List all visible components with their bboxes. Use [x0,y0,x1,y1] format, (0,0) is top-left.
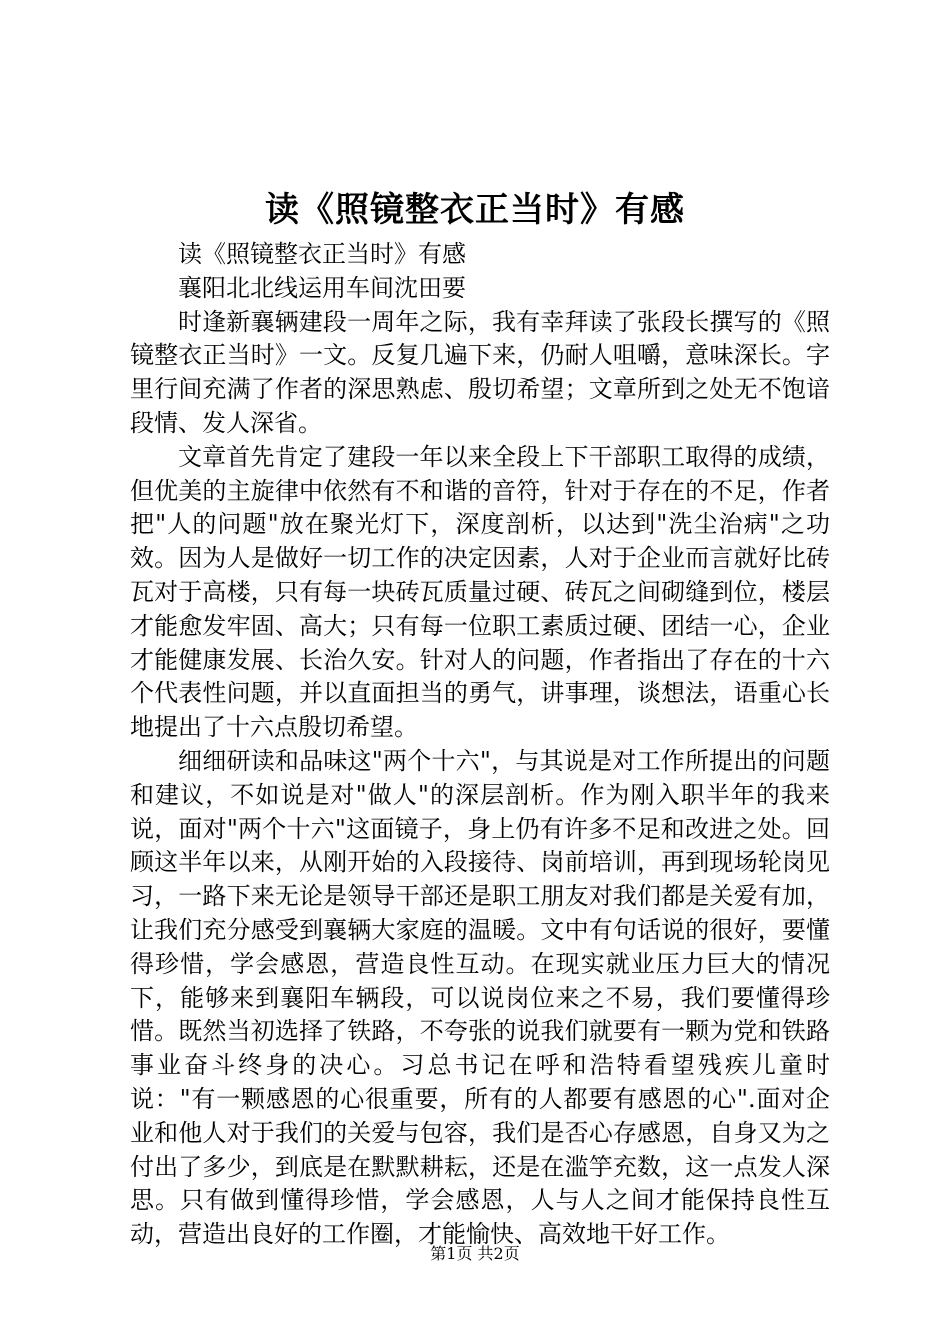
document-title: 读《照镜整衣正当时》有感 [265,190,685,230]
page-number-footer: 第1页 共2页 [430,1244,520,1263]
paragraph-author: 襄阳北北线运用车间沈田要 [178,273,466,302]
paragraph-intro: 时逢新襄辆建段一周年之际，我有幸拜读了张段长撰写的《照镜整衣正当时》一文。反复几遍下来，仍耐人咀嚼，意味深长。字里行间充满了作者的深思熟虑、殷切希望；文章所到之处无不饱谙段情、发人深省。 [130,307,830,437]
paragraph-analysis: 文章首先肯定了建段一年以来全段上下干部职工取得的成绩，但优美的主旋律中依然有不和谐的音符，针对于存在的不足，作者把"人的问题"放在聚光灯下，深度剖析，以达到"洗尘治病"之功效。因为人是做好一切工作的决定因素，人对于企业而言就好比砖瓦对于高楼，只有每一块砖瓦质量过硬、砖瓦之间砌缝到位，楼层才能愈发牢固、高大；只有每一位职工素质过硬、团结一心，企业才能健康发展、长治久安。针对人的问题，作者指出了存在的十六个代表性问题，并以直面担当的勇气，讲事理，谈想法，语重心长地提出了十六点殷切希望。 [130,442,830,742]
paragraph-reflection: 细细研读和品味这"两个十六"，与其说是对工作所提出的问题和建议，不如说是对"做人"的深层剖析。作为刚入职半年的我来说，面对"两个十六"这面镜子，身上仍有许多不足和改进之处。回顾这半年以来，从刚开始的入段接待、岗前培训，再到现场轮岗见习，一路下来无论是领导干部还是职工朋友对我们都是关爱有加，让我们充分感受到襄辆大家庭的温暖。文中有句话说的很好，要懂得珍惜，学会感恩，营造良性互动。在现实就业压力巨大的情况下，能够来到襄阳车辆段，可以说岗位来之不易，我们要懂得珍惜。既然当初选择了铁路，不夸张的说我们就要有一颗为党和铁路事业奋斗终身的决心。习总书记在呼和浩特看望残疾儿童时说："有一颗感恩的心很重要，所有的人都要有感恩的心".面对企业和他人对于我们的关爱与包容，我们是否心存感恩，自身又为之付出了多少，到底是在默默耕耘，还是在滥竽充数，这一点发人深思。只有做到懂得珍惜，学会感恩，人与人之间才能保持良性互动，营造出良好的工作圈，才能愉快、高效地干好工作。 [130,746,830,1249]
document-body [130,238,830,1252]
paragraph-repeated-title: 读《照镜整衣正当时》有感 [178,240,466,268]
